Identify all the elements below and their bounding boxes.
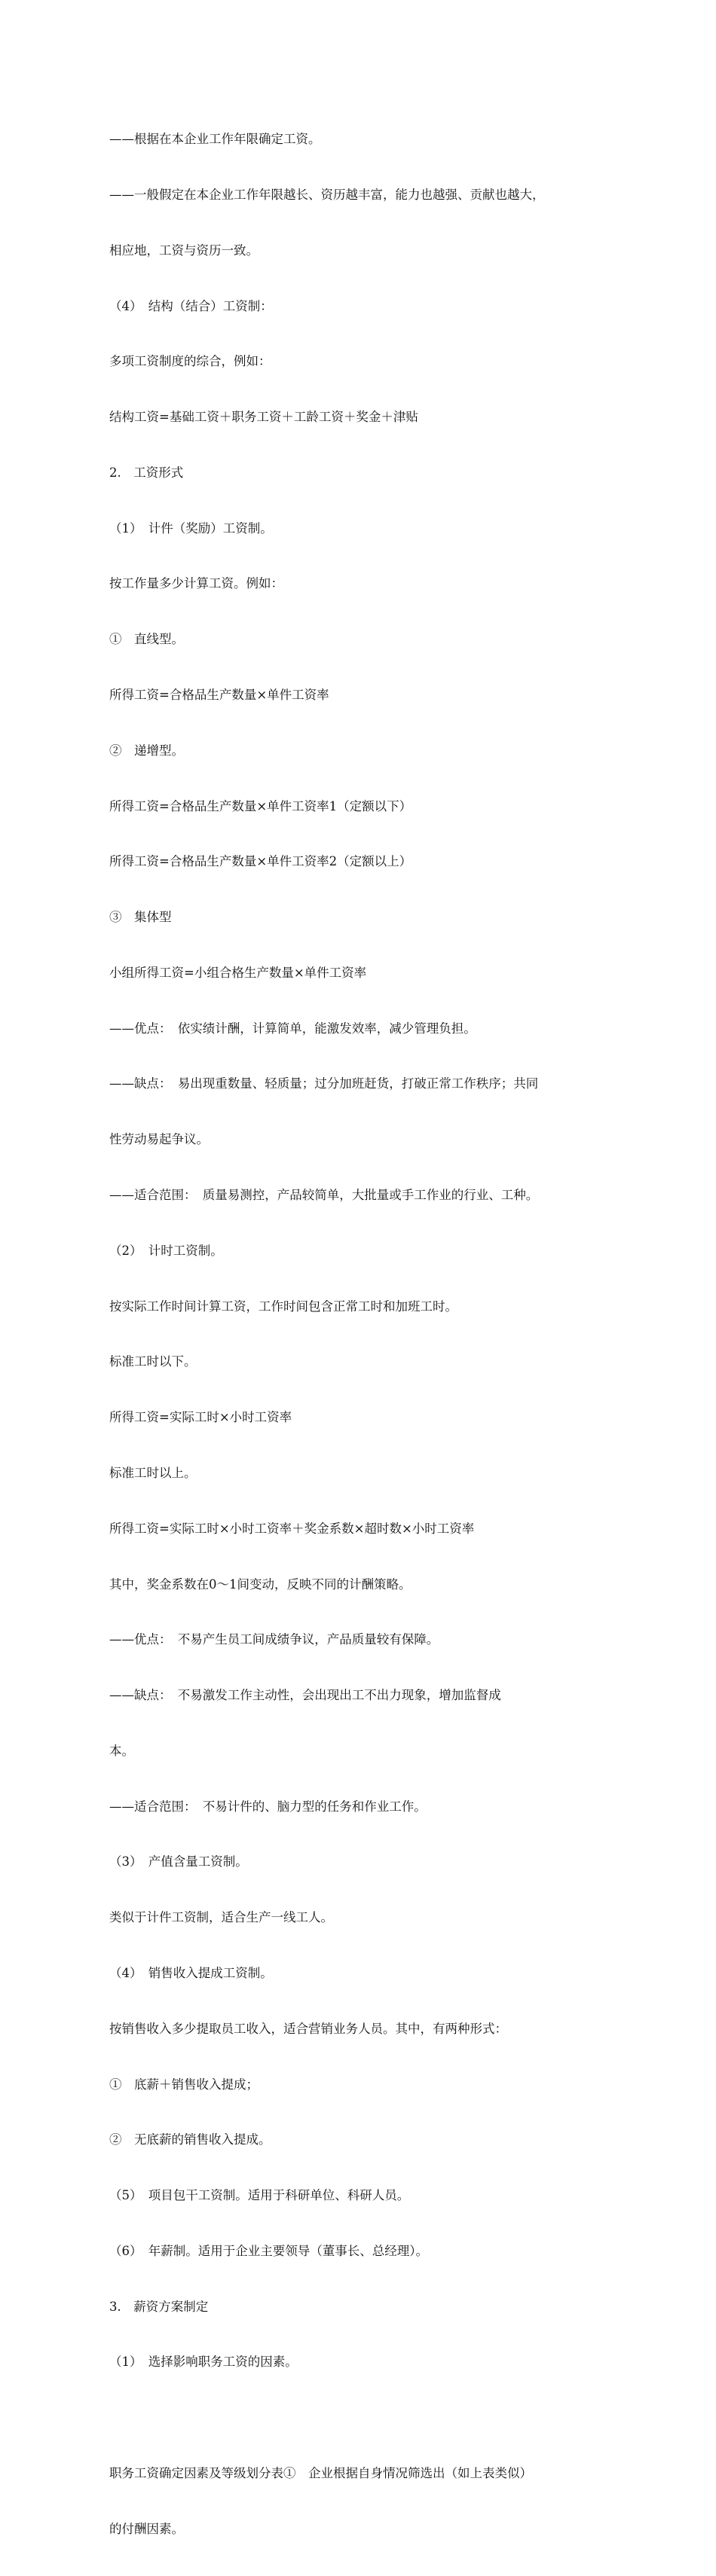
text-line: 结构工资=基础工资＋职务工资＋工龄工资＋奖金＋津贴 xyxy=(109,410,418,425)
text-line: 标准工时以上。 xyxy=(109,1465,197,1480)
text-line: 类似于计件工资制，适合生产一线工人。 xyxy=(109,1910,333,1925)
text-line: 按工作量多少计算工资。例如： xyxy=(109,576,283,591)
text-line: 标准工时以下。 xyxy=(109,1354,197,1369)
text-line: 其中，奖金系数在0～1间变动，反映不同的计酬策略。 xyxy=(109,1576,412,1592)
text-line: 相应地，工资与资历一致。 xyxy=(109,243,259,258)
text-line: （4） 结构（结合）工资制： xyxy=(109,298,273,313)
text-line: 按销售收入多少提取员工收入，适合营销业务人员。其中，有两种形式： xyxy=(109,2021,507,2036)
text-line: （3） 产值含量工资制。 xyxy=(109,1854,248,1869)
text-line: 按实际工作时间计算工资，工作时间包含正常工时和加班工时。 xyxy=(109,1299,457,1314)
text-line: 性劳动易起争议。 xyxy=(109,1132,209,1147)
document-body xyxy=(109,93,613,2576)
text-line: （6） 年薪制。适用于企业主要领导（董事长、总经理）。 xyxy=(109,2243,428,2258)
text-line: ——适合范围： 不易计件的、脑力型的任务和作业工作。 xyxy=(109,1799,427,1814)
text-line: （4） 销售收入提成工资制。 xyxy=(109,1965,273,1980)
text-line: ——适合范围： 质量易测控，产品较简单，大批量或手工作业的行业、工种。 xyxy=(109,1188,539,1203)
text-line: ③ 集体型 xyxy=(109,910,172,925)
text-line: 多项工资制度的综合，例如： xyxy=(109,354,271,369)
text-line: ① 直线型。 xyxy=(109,632,184,647)
text-line: 职务工资确定因素及等级划分表① 企业根据自身情况筛选出（如上表类似） xyxy=(109,2466,532,2480)
text-line: ① 底薪＋销售收入提成； xyxy=(109,2077,259,2092)
text-line: ——缺点： 易出现重数量、轻质量；过分加班赶货，打破正常工作秩序；共同 xyxy=(109,1076,539,1091)
text-line: 小组所得工资=小组合格生产数量×单件工资率 xyxy=(109,965,367,980)
section-heading: 3. 薪资方案制定 xyxy=(109,2299,209,2314)
text-line: ——一般假定在本企业工作年限越长、资历越丰富，能力也越强、贡献也越大， xyxy=(109,187,545,202)
text-line: 所得工资=实际工时×小时工资率＋奖金系数×超时数×小时工资率 xyxy=(109,1521,475,1536)
text-line: （1） 选择影响职务工资的因素。 xyxy=(109,2355,298,2370)
text-line: ② 递增型。 xyxy=(109,743,184,758)
text-line: （1） 计件（奖励）工资制。 xyxy=(109,520,273,536)
text-line: 所得工资=合格品生产数量×单件工资率 xyxy=(109,688,329,702)
text-line: 所得工资=实际工时×小时工资率 xyxy=(109,1410,292,1425)
text-line: 所得工资=合格品生产数量×单件工资率2（定额以上） xyxy=(109,854,412,869)
text-line: ② 无底薪的销售收入提成。 xyxy=(109,2132,271,2147)
text-line: （5） 项目包干工资制。适用于科研单位、科研人员。 xyxy=(109,2188,410,2203)
text-line: （2） 计时工资制。 xyxy=(109,1243,223,1258)
text-line: 所得工资=合格品生产数量×单件工资率1（定额以下） xyxy=(109,798,412,813)
text-line: ——缺点： 不易激发工作主动性，会出现出工不出力现象，增加监督成 xyxy=(109,1688,501,1703)
text-line: ——优点： 依实绩计酬，计算简单，能激发效率，减少管理负担。 xyxy=(109,1021,476,1036)
text-line: 本。 xyxy=(109,1743,134,1758)
text-line: 的付酬因素。 xyxy=(109,2521,184,2536)
blank-line xyxy=(109,2409,613,2428)
section-heading: 2. 工资形式 xyxy=(109,465,184,480)
text-line: ——优点： 不易产生员工间成绩争议，产品质量较有保障。 xyxy=(109,1632,439,1647)
text-line: ——根据在本企业工作年限确定工资。 xyxy=(109,132,321,147)
